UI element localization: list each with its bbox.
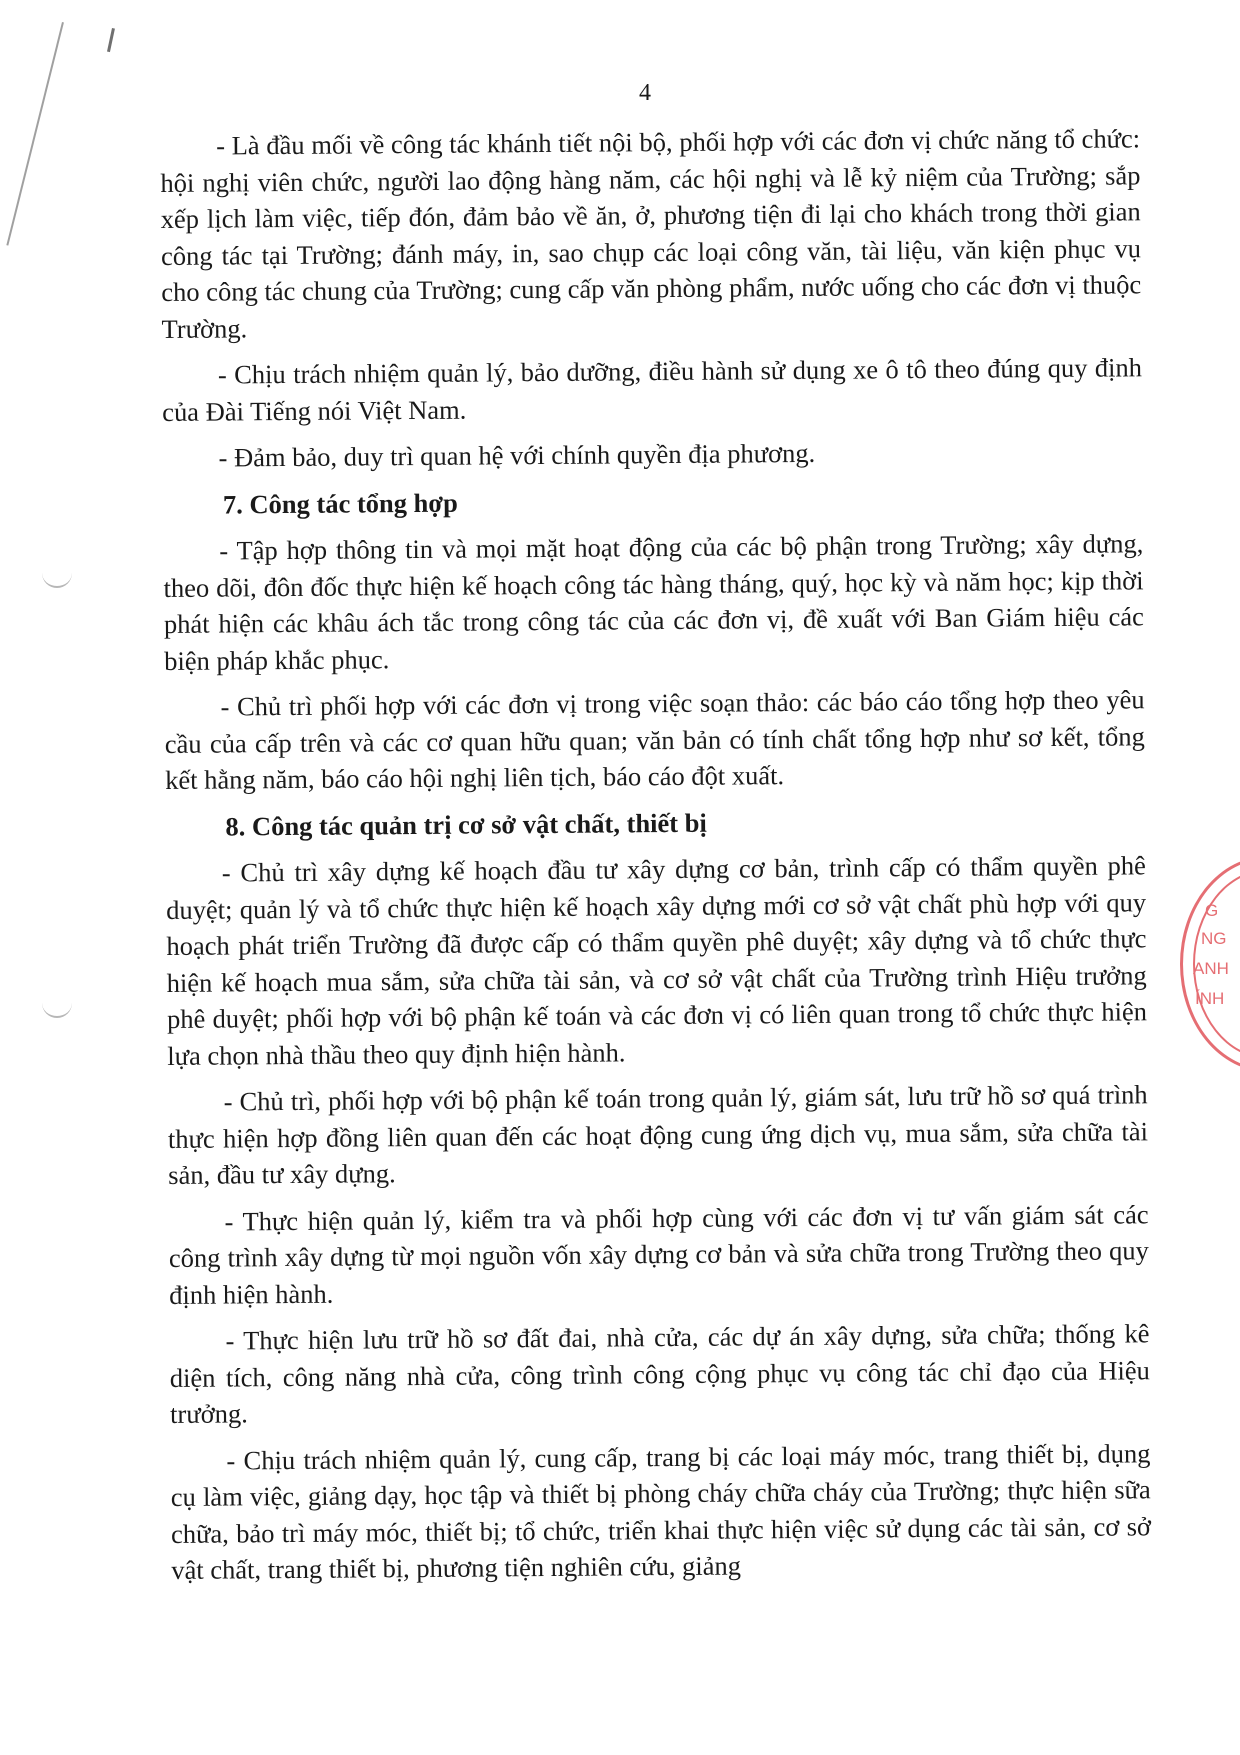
- paragraph: - Đảm bảo, duy trì quan hệ với chính quyền địa phương.: [218, 437, 816, 473]
- paragraph: - Chủ trì xây dựng kế hoạch đầu tư xây dựng cơ bản, trình cấp có thẩm quyền phê duyệt; quản lý và tổ chức thực hiện kế hoạch xây dựng mới cơ sở vật chất phù hợp với quy hoạch phát triển Trường đã được cấp có thẩm quyền phê duyệt; xây dựng và tổ chức thực hiện kế hoạch mua sắm, sửa chữa tài sản, và cơ sở vật chất của Trường trình Hiệu trưởng phê duyệt; phối hợp với bộ phận kế toán và các đơn vị có liên quan trong tổ chức thực hiện lựa chọn nhà thầu theo quy định hiện hành.: [166, 850, 1148, 1071]
- paragraph: - Là đầu mối về công tác khánh tiết nội bộ, phối hợp với các đơn vị chức năng tổ chức: hội nghị viên chức, người lao động hàng năm, các hội nghị và lễ kỷ niệm của Trường; sắp xếp lịch làm việc, tiếp đón, đảm bảo về ăn, ở, phương tiện đi lại cho khách trong thời gian công tác tại Trường; đánh máy, in, sao chụp các loại công văn, tài liệu, văn kiện phục vụ cho công tác chung của Trường; cung cấp văn phòng phẩm, nước uống cho các đơn vị thuộc Trường.: [160, 123, 1142, 344]
- stamp-text: NG: [1201, 929, 1227, 948]
- paragraph: - Chủ trì phối hợp với các đơn vị trong việc soạn thảo: các báo cáo tổng hợp theo yêu cầu của cấp trên và các cơ quan hữu quan; văn bản có tính chất tổng hợp như sơ kết, tổng kết hằng năm, báo cáo hội nghị liên tịch, báo cáo đột xuất.: [164, 684, 1145, 795]
- document-body: [160, 120, 1152, 1598]
- page-number: 4: [639, 80, 651, 106]
- stamp-text: ÍNH: [1195, 989, 1225, 1008]
- paragraph: - Chịu trách nhiệm quản lý, bảo dưỡng, điều hành sử dụng xe ô tô theo đúng quy định của Đài Tiếng nói Việt Nam.: [162, 352, 1143, 427]
- section-heading: 7. Công tác tổng hợp: [222, 487, 458, 520]
- stamp-text: G: [1205, 901, 1219, 920]
- scan-edge-line: [6, 22, 64, 246]
- paragraph: - Thực hiện lưu trữ hồ sơ đất đai, nhà cửa, các dự án xây dựng, sửa chữa; thống kê diện tích, công năng nhà cửa, công trình công cộng phục vụ công tác chỉ đạo của Hiệu trưởng.: [169, 1318, 1150, 1429]
- section-heading: 8. Công tác quản trị cơ sở vật chất, thiết bị: [225, 807, 707, 842]
- stamp-text: ANH: [1193, 959, 1229, 978]
- punch-hole: [42, 1000, 72, 1018]
- official-stamp: [1180, 856, 1240, 1072]
- paragraph: - Tập hợp thông tin và mọi mặt hoạt động của các bộ phận trong Trường; xây dựng, theo dõi, đôn đốc thực hiện kế hoạch công tác hàng tháng, quý, học kỳ và năm học; kịp thời phát hiện các khâu ách tắc trong công tác của các đơn vị, đề xuất với Ban Giám hiệu các biện pháp khắc phục.: [163, 528, 1144, 676]
- paragraph: - Chủ trì, phối hợp với bộ phận kế toán trong quản lý, giám sát, lưu trữ hồ sơ quá trình thực hiện hợp đồng liên quan đến các hoạt động cung ứng dịch vụ, mua sắm, sửa chữa tài sản, đầu tư xây dựng.: [167, 1079, 1149, 1190]
- paragraph: - Chịu trách nhiệm quản lý, cung cấp, trang bị các loại máy móc, trang thiết bị, dụng cụ làm việc, giảng dạy, học tập và thiết bị phòng cháy chữa cháy của Trường; thực hiện sữa chữa, bảo trì máy móc, thiết bị; tổ chức, triển khai thực hiện việc sử dụng các tài sản, cơ sở vật chất, trang thiết bị, phương tiện nghiên cứu, giảng: [170, 1437, 1152, 1585]
- punch-hole: [42, 570, 72, 588]
- paragraph: - Thực hiện quản lý, kiểm tra và phối hợp cùng với các đơn vị tư vấn giám sát các công trình xây dựng từ mọi nguồn vốn xây dựng cơ bản và sửa chữa trong Trường theo quy định hiện hành.: [168, 1198, 1149, 1310]
- scan-mark: [107, 28, 115, 52]
